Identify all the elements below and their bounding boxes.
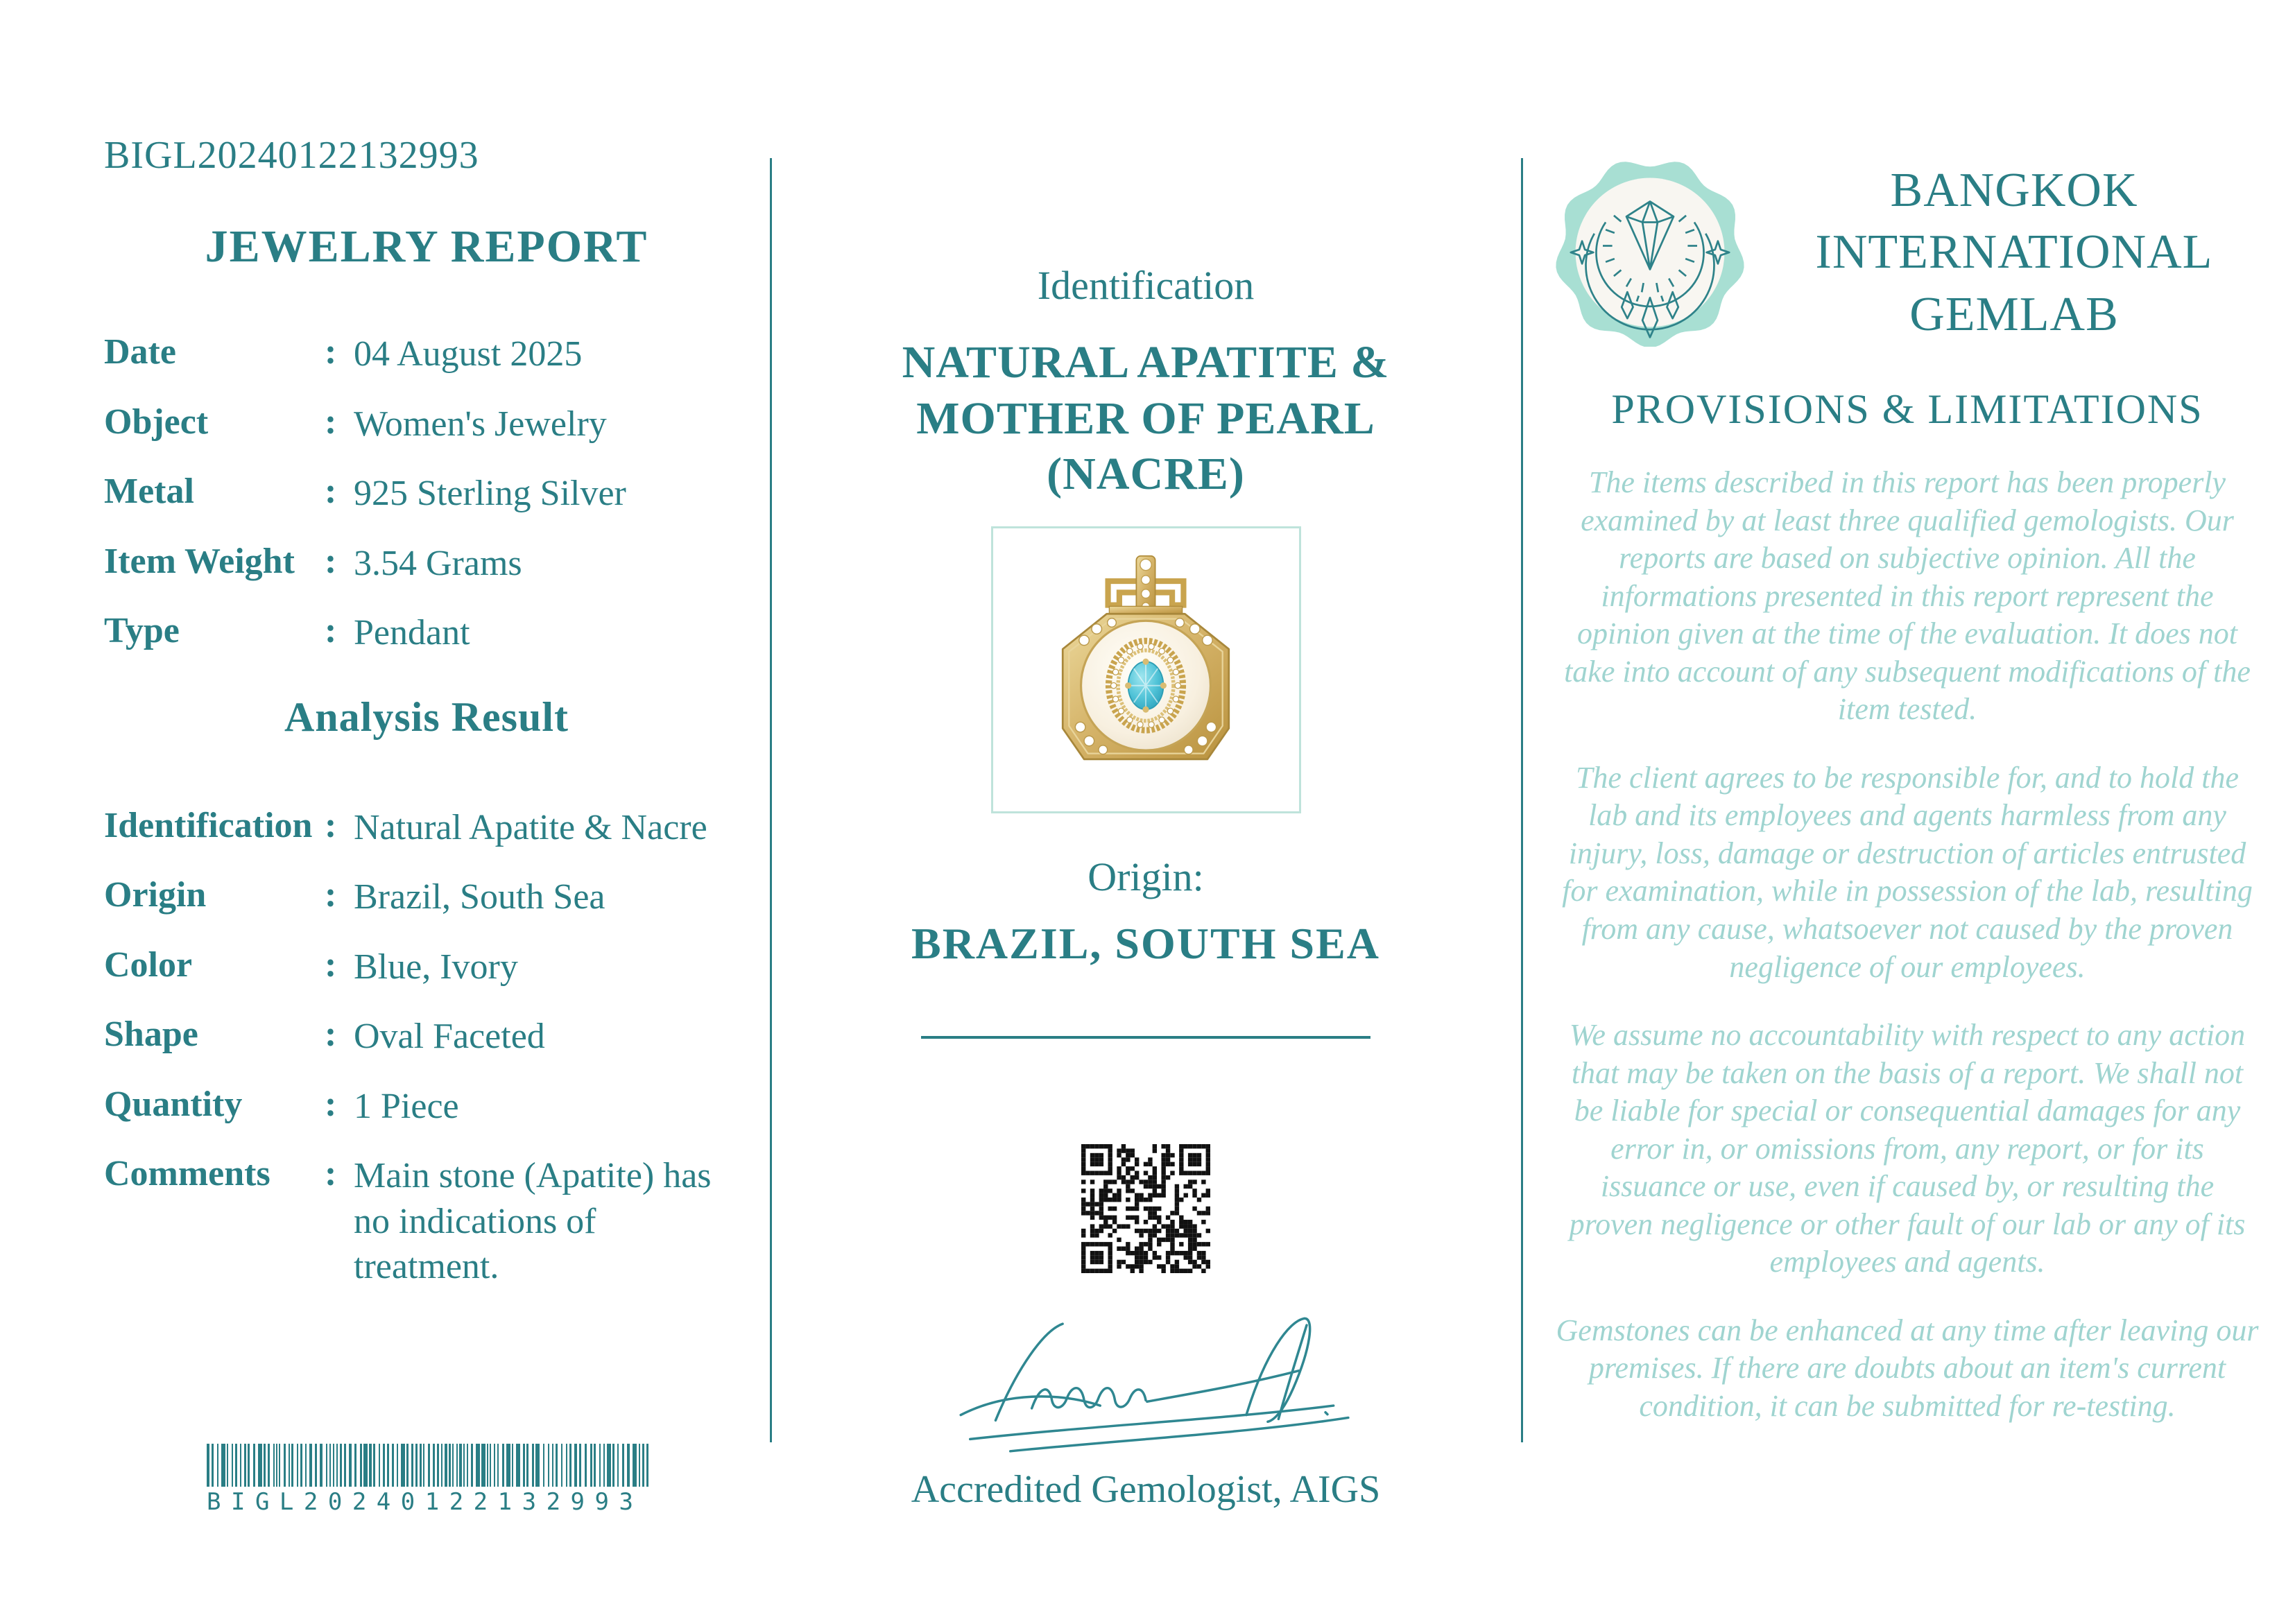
- field-label: Object: [104, 401, 209, 442]
- field-row-object: [104, 401, 749, 447]
- lab-name-line: GEMLAB: [1909, 287, 2119, 341]
- field-label: Item Weight: [104, 541, 295, 581]
- report-number: BIGL20240122132993: [104, 134, 479, 177]
- field-colon: :: [325, 332, 337, 372]
- origin-label: Origin:: [1088, 854, 1204, 899]
- lab-header: [1556, 158, 2259, 347]
- provisions-paragraph-1: The items described in this report has been properly examined by at least three qualified gemologists. Our reports are based on subjective opinion. All the informations presented in this report represent the opinion given at the time of the evaluation. It does not take into account of any subsequent modifications of the item tested.: [1564, 465, 2251, 727]
- field-row-type: [104, 610, 749, 656]
- field-row-quantity: [104, 1084, 749, 1130]
- identification-section-title: Identification: [1037, 263, 1255, 308]
- field-colon: :: [325, 944, 337, 985]
- field-value: Women's Jewelry: [354, 404, 607, 444]
- provisions-paragraph-3: We assume no accountability with respect to any action that may be taken on the basis of a report. We shall not be liable for special or consequential damages for any error in, or omissions from, any report, or for its issuance or use, even if caused by, or resulting the proven negligence or other fault of our lab or any of its employees and agents.: [1569, 1018, 2246, 1279]
- field-value: Pendant: [354, 613, 470, 653]
- field-value: 04 August 2025: [354, 334, 583, 374]
- field-row-origin: [104, 874, 749, 920]
- field-colon: :: [325, 401, 337, 442]
- provisions-paragraph-2: The client agrees to be responsible for, and to hold the lab and its employees and agents harmless from any injury, loss, damage or destruction of articles entrusted for examination, while in possession of the lab, resulting from any cause, whatsoever not caused by the proven negligence of our employees.: [1562, 760, 2253, 984]
- field-label: Metal: [104, 472, 194, 512]
- column-divider-right: [1521, 158, 1523, 1442]
- field-colon: :: [325, 541, 337, 581]
- field-row-identification: [104, 805, 749, 851]
- field-label: Color: [104, 944, 193, 985]
- lab-column: [1556, 158, 2259, 1426]
- field-colon: :: [325, 1084, 337, 1124]
- field-value: 1 Piece: [354, 1086, 459, 1126]
- lab-name-line: BANGKOK: [1890, 163, 2138, 217]
- barcode: [207, 1444, 661, 1516]
- origin-underline: [921, 1036, 1370, 1039]
- field-value: Brazil, South Sea: [354, 877, 605, 917]
- signer-title: Accredited Gemologist, AIGS: [911, 1467, 1381, 1511]
- report-fields: [104, 331, 749, 656]
- report-column: [104, 133, 749, 1516]
- barcode-bars: [207, 1444, 661, 1487]
- field-label: Identification: [104, 805, 313, 845]
- jewelry-report-title: JEWELRY REPORT: [205, 221, 648, 272]
- field-colon: :: [325, 875, 337, 915]
- analysis-result-title: Analysis Result: [284, 693, 569, 740]
- field-row-shape: [104, 1014, 749, 1060]
- field-row-color: [104, 944, 749, 990]
- origin-value: BRAZIL, SOUTH SEA: [911, 918, 1380, 968]
- bail-scroll-right: [1156, 581, 1184, 605]
- bail-scroll-left: [1108, 581, 1136, 605]
- lab-name-line: INTERNATIONAL: [1815, 225, 2213, 279]
- field-value: Natural Apatite & Nacre: [354, 807, 707, 847]
- barcode-digits: BIGL20240122132993: [207, 1487, 644, 1516]
- field-colon: :: [325, 472, 337, 512]
- field-colon: :: [325, 1154, 337, 1194]
- field-label: Quantity: [104, 1084, 243, 1124]
- identification-result: NATURAL APATITE & MOTHER OF PEARL (NACRE): [902, 337, 1390, 500]
- field-row-metal: [104, 471, 749, 517]
- field-row-date: [104, 331, 749, 377]
- lab-name: [1769, 159, 2259, 346]
- field-colon: :: [325, 1014, 337, 1055]
- gem-crescent-badge-icon: [1556, 158, 1744, 347]
- field-value: 3.54 Grams: [354, 543, 522, 583]
- column-divider-left: [770, 158, 772, 1442]
- provisions-paragraph-4: Gemstones can be enhanced at any time after leaving our premises. If there are doubts about an item's current condition, it can be submitted for re-testing.: [1556, 1313, 2259, 1424]
- field-label: Date: [104, 332, 176, 372]
- field-row-comments: [104, 1153, 749, 1290]
- provisions-title: PROVISIONS & LIMITATIONS: [1611, 386, 2203, 432]
- field-label: Comments: [104, 1154, 270, 1194]
- pendant-image: [1007, 541, 1284, 799]
- analysis-fields: [104, 805, 749, 1290]
- field-label: Type: [104, 611, 180, 651]
- field-value: 925 Sterling Silver: [354, 474, 626, 514]
- identification-column: [782, 201, 1509, 1512]
- gemologist-signature: [924, 1306, 1368, 1467]
- field-value: Main stone (Apatite) has no indications of treatment.: [354, 1156, 712, 1287]
- field-row-item-weight: [104, 541, 749, 587]
- field-label: Shape: [104, 1014, 198, 1055]
- field-value: Oval Faceted: [354, 1017, 545, 1057]
- qr-code: [1081, 1144, 1210, 1273]
- item-photo: [991, 526, 1301, 813]
- field-label: Origin: [104, 875, 207, 915]
- field-colon: :: [325, 611, 337, 651]
- field-colon: :: [325, 805, 337, 845]
- field-value: Blue, Ivory: [354, 947, 518, 987]
